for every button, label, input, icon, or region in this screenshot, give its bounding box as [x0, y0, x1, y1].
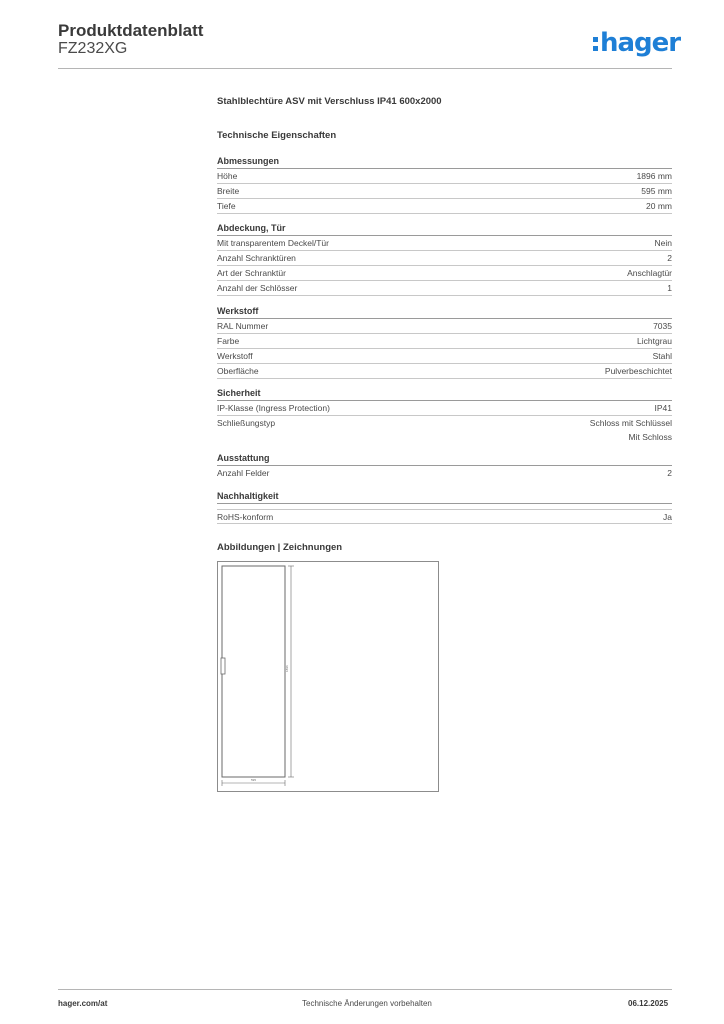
spec-value: 2	[667, 468, 672, 478]
nachhaltigkeit-bottom-divider	[217, 523, 672, 524]
footer-date: 06.12.2025	[628, 999, 669, 1008]
section-abmessungen	[217, 155, 672, 214]
spec-value: 595 mm	[641, 186, 672, 196]
spec-value: Stahl	[652, 351, 672, 361]
spec-label: Anzahl Schranktüren	[217, 253, 296, 263]
spec-value: 1	[667, 283, 672, 293]
section-title: Sicherheit	[217, 387, 672, 401]
section-werkstoff	[217, 305, 672, 379]
door-handle	[221, 658, 225, 674]
spec-row	[217, 364, 672, 379]
spec-value: 2	[667, 253, 672, 263]
header-divider	[58, 68, 672, 69]
spec-label: Tiefe	[217, 201, 236, 211]
section-nachhaltigkeit	[217, 490, 672, 524]
technical-properties-heading: Technische Eigenschaften	[217, 130, 337, 141]
spec-value: 1896 mm	[636, 171, 672, 181]
technical-drawing	[217, 561, 439, 792]
spec-label: RAL Nummer	[217, 321, 269, 331]
spec-row	[217, 251, 672, 266]
section-sicherheit	[217, 387, 672, 444]
spec-value: 20 mm	[646, 201, 672, 211]
spec-row	[217, 266, 672, 281]
door-drawing-icon	[218, 562, 440, 793]
door-outline	[222, 566, 285, 777]
height-dimension-label: 1896	[285, 665, 289, 672]
spec-label: Anzahl Felder	[217, 468, 270, 478]
product-code: FZ232XG	[58, 40, 128, 57]
spec-row	[217, 169, 672, 184]
spec-label: Art der Schranktür	[217, 268, 286, 278]
spec-value: IP41	[654, 403, 672, 413]
section-ausstattung	[217, 452, 672, 480]
spec-row	[217, 199, 672, 214]
spec-row	[217, 319, 672, 334]
spec-row	[217, 184, 672, 199]
figures-heading: Abbildungen | Zeichnungen	[217, 542, 343, 553]
spec-row	[217, 510, 672, 524]
hager-logo	[593, 28, 680, 58]
spec-label: Werkstoff	[217, 351, 253, 361]
spec-row	[217, 349, 672, 364]
nachhaltigkeit-divider	[217, 509, 672, 510]
spec-row	[217, 236, 672, 251]
document-title: Produktdatenblatt	[58, 21, 204, 40]
spec-label: Mit transparentem Deckel/Tür	[217, 238, 329, 248]
spec-label: Breite	[217, 186, 240, 196]
footer-disclaimer: Technische Änderungen vorbehalten	[302, 999, 432, 1008]
spec-row	[217, 416, 672, 444]
spec-value: Nein	[654, 238, 672, 248]
section-title: Werkstoff	[217, 305, 672, 319]
logo-text: hager	[600, 28, 681, 58]
spec-label: Höhe	[217, 171, 238, 181]
spec-label: IP-Klasse (Ingress Protection)	[217, 403, 330, 413]
spec-row	[217, 281, 672, 296]
spec-value: Schloss mit Schlüssel	[589, 418, 672, 428]
footer-website-link[interactable]: hager.com/at	[58, 999, 108, 1008]
spec-label: Anzahl der Schlösser	[217, 283, 298, 293]
section-title: Abdeckung, Tür	[217, 222, 672, 236]
section-abdeckung	[217, 222, 672, 296]
spec-label: Farbe	[217, 336, 240, 346]
spec-value: Ja	[663, 512, 672, 522]
spec-row	[217, 466, 672, 480]
logo-dots-icon	[593, 33, 598, 53]
spec-label: RoHS-konform	[217, 512, 274, 522]
spec-row	[217, 334, 672, 349]
spec-value: Pulverbeschichtet	[604, 366, 672, 376]
spec-row	[217, 401, 672, 416]
section-title: Nachhaltigkeit	[217, 490, 672, 504]
section-title: Ausstattung	[217, 452, 672, 466]
footer-divider	[58, 989, 672, 990]
section-title: Abmessungen	[217, 155, 672, 169]
spec-label: Oberfläche	[217, 366, 259, 376]
spec-value: Lichtgrau	[637, 336, 672, 346]
spec-value: 7035	[653, 321, 672, 331]
spec-value: Anschlagtür	[627, 268, 672, 278]
product-name: Stahlblechtüre ASV mit Verschluss IP41 600x2000	[217, 96, 442, 107]
spec-value-secondary: Mit Schloss	[628, 432, 672, 442]
width-dimension-label: 595	[251, 778, 257, 782]
spec-label: Schließungstyp	[217, 418, 276, 428]
